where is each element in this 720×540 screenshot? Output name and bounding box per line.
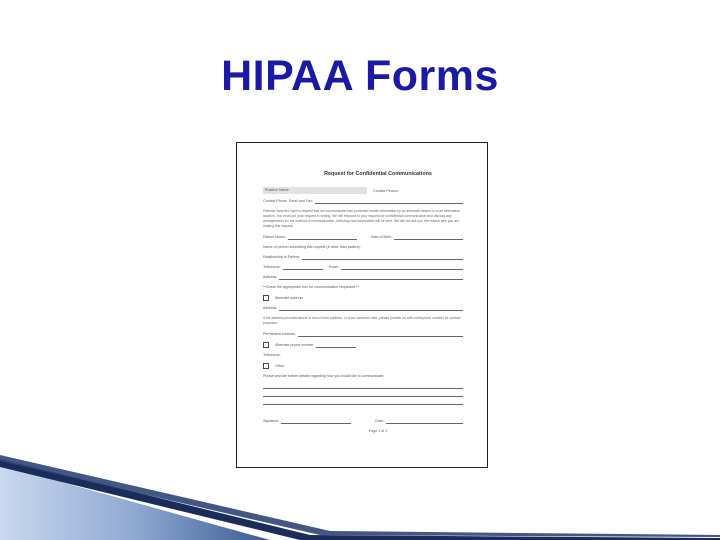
practice-row	[263, 187, 463, 194]
telephone2-label: Telephone:	[263, 353, 281, 357]
date-line	[386, 419, 463, 424]
email-label: Email:	[328, 265, 339, 269]
form-content	[263, 171, 463, 434]
other-checkbox	[263, 363, 269, 369]
telephone-line	[283, 265, 323, 270]
alt-phone-line	[316, 343, 356, 348]
instructions-label: **Check the appropriate box for communication requested:**	[263, 285, 360, 289]
alt-address-checkbox	[263, 295, 269, 301]
address-line	[279, 275, 463, 280]
dob-label: Date of Birth:	[370, 235, 392, 239]
contact-phone-row	[263, 199, 463, 204]
address2-line	[279, 306, 463, 311]
form-title: Request for Confidential Communications	[324, 171, 432, 177]
patient-name-line	[288, 235, 357, 240]
alt-phone-option: Alternate phone number	[275, 343, 314, 347]
specify-line-1	[263, 384, 463, 389]
relationship-row	[263, 255, 463, 260]
date-label: Date:	[375, 419, 384, 423]
intro-paragraph: Patients have the right to request that we communicate their protected health information by an alternate means or to an alternative location. You must put your request in writing. We will respond to your request for confidential communication and discuss any arrangements for the method of communication, including how information will be sent. We will not ask you the reason why you are making this request.	[263, 209, 460, 228]
contact-phone-line	[315, 199, 463, 204]
address-label: Address:	[263, 275, 278, 279]
other-row	[263, 363, 463, 369]
contact-phone-label: Contact Phone, Email and Fax:	[263, 199, 313, 203]
permanent-address-line	[298, 332, 463, 337]
address2-row	[263, 306, 463, 311]
specify-row	[263, 374, 463, 379]
patient-name-label: Patient Name:	[263, 235, 286, 239]
permanent-address-label: Permanent Address:	[263, 332, 296, 336]
patient-row	[263, 235, 463, 240]
signature-label: Signature:	[263, 419, 280, 423]
guardian-label: Name of person submitting this request (if other than patient):	[263, 245, 361, 249]
signature-line	[281, 419, 351, 424]
footer-decoration	[0, 455, 720, 540]
practice-name-label: Practice Name:	[263, 187, 367, 194]
email-line	[341, 265, 463, 270]
telephone-label: Telephone:	[263, 265, 281, 269]
alt-address-row	[263, 295, 463, 301]
instructions-row	[263, 285, 463, 290]
dob-line	[394, 235, 463, 240]
specify-line-3	[263, 400, 463, 405]
telephone-row	[263, 265, 463, 270]
permanent-address-row	[263, 332, 463, 337]
alt-phone-checkbox	[263, 342, 269, 348]
telephone2-row	[263, 353, 463, 358]
signature-row	[263, 419, 463, 424]
address-field-label: Address:	[263, 306, 278, 310]
relationship-label: Relationship to Patient:	[263, 255, 300, 259]
form-document-image	[236, 142, 488, 468]
slide-title: HIPAA Forms	[221, 52, 499, 100]
contact-person-label: Contact Person:	[373, 189, 399, 193]
relationship-line	[302, 255, 463, 260]
specify-label: Please provide further details regarding how you would like to communicate:	[263, 374, 385, 378]
page-number: Page 1 of 1	[368, 429, 388, 433]
guardian-row	[263, 245, 463, 250]
address-row	[263, 275, 463, 280]
specify-line-2	[263, 392, 463, 397]
alt-paragraph: If the address provided above is not a home address, or is for someone else, please provide us with a telephone number for contact purposes.	[263, 316, 461, 325]
alt-phone-row	[263, 342, 463, 348]
other-option: Other:	[275, 364, 285, 368]
alt-address-option: Alternate address	[275, 296, 304, 300]
